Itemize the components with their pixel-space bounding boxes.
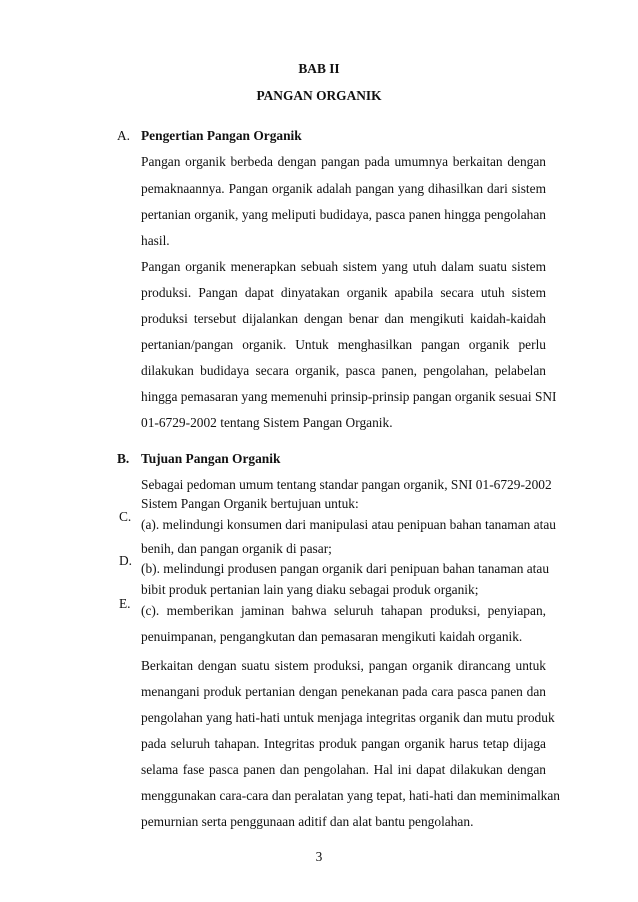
section-a-line: Pangan organik menerapkan sebuah sistem yang utuh dalam suatu sistem [141, 259, 546, 274]
section-a-line: pertanian/pangan organik. Untuk menghasilkan pangan organik perlu [141, 337, 546, 352]
section-a-line: dilakukan budidaya secara organik, pasca panen, pengolahan, pelabelan [141, 363, 546, 378]
section-a-marker: A. [117, 128, 131, 143]
section-a-heading: Pengertian Pangan Organik [141, 128, 302, 143]
section-b-line: (c). memberikan jaminan bahwa seluruh tahapan produksi, penyiapan, [141, 603, 546, 618]
chapter-label: BAB II [298, 61, 340, 76]
section-b-line: bibit produk pertanian lain yang diaku sebagai produk organik; [141, 582, 479, 597]
section-b-line: Berkaitan dengan suatu sistem produksi, pangan organik dirancang untuk [141, 658, 546, 673]
section-b-line: menggunakan cara-cara dan peralatan yang tepat, hati-hati dan meminimalkan [141, 788, 561, 803]
section-a-line: produksi tersebut dijalankan dengan benar dan mengikuti kaidah-kaidah [141, 311, 546, 326]
section-a-line: hingga pemasaran yang memenuhi prinsip-prinsip pangan organik sesuai SNI [141, 389, 557, 404]
section-b-line: pada seluruh tahapan. Integritas produk pangan organik harus tetap dijaga [141, 736, 546, 751]
section-b-line: pengolahan yang hati-hati untuk menjaga integritas organik dan mutu produk [141, 710, 555, 725]
section-b-marker: B. [117, 451, 130, 466]
section-b-line: benih, dan pangan organik di pasar; [141, 541, 332, 556]
section-b-line: (a). melindungi konsumen dari manipulasi atau penipuan bahan tanaman atau [141, 517, 556, 532]
section-b-line: Sistem Pangan Organik bertujuan untuk: [141, 496, 359, 511]
stray-marker-c: C. [119, 509, 132, 524]
section-a-line: Pangan organik berbeda dengan pangan pada umumnya berkaitan dengan [141, 154, 546, 169]
section-a-line: 01-6729-2002 tentang Sistem Pangan Organik. [141, 415, 393, 430]
section-b-line: selama fase pasca panen dan pengolahan. Hal ini dapat dilakukan dengan [141, 762, 546, 777]
section-b-line: (b). melindungi produsen pangan organik dari penipuan bahan tanaman atau [141, 561, 550, 576]
section-a-line: hasil. [141, 233, 170, 248]
chapter-title: PANGAN ORGANIK [256, 88, 382, 103]
section-b-line: pemurnian serta penggunaan aditif dan alat bantu pengolahan. [141, 814, 474, 829]
section-a-line: produksi. Pangan dapat dinyatakan organik apabila secara utuh sistem [141, 285, 546, 300]
section-a-line: pemaknaannya. Pangan organik adalah pangan yang dihasilkan dari sistem [141, 181, 546, 196]
section-b-line: Sebagai pedoman umum tentang standar pangan organik, SNI 01-6729-2002 [141, 477, 552, 492]
section-b-line: menangani produk pertanian dengan penekanan pada cara pasca panen dan [141, 684, 546, 699]
page-number: 3 [315, 849, 323, 864]
section-b-heading: Tujuan Pangan Organik [141, 451, 281, 466]
stray-marker-d: D. [119, 553, 133, 568]
section-b-line: penuimpanan, pengangkutan dan pemasaran mengikuti kaidah organik. [141, 629, 523, 644]
section-a-line: pertanian organik, yang meliputi budidaya, pasca panen hingga pengolahan [141, 207, 546, 222]
stray-marker-e: E. [119, 596, 131, 611]
